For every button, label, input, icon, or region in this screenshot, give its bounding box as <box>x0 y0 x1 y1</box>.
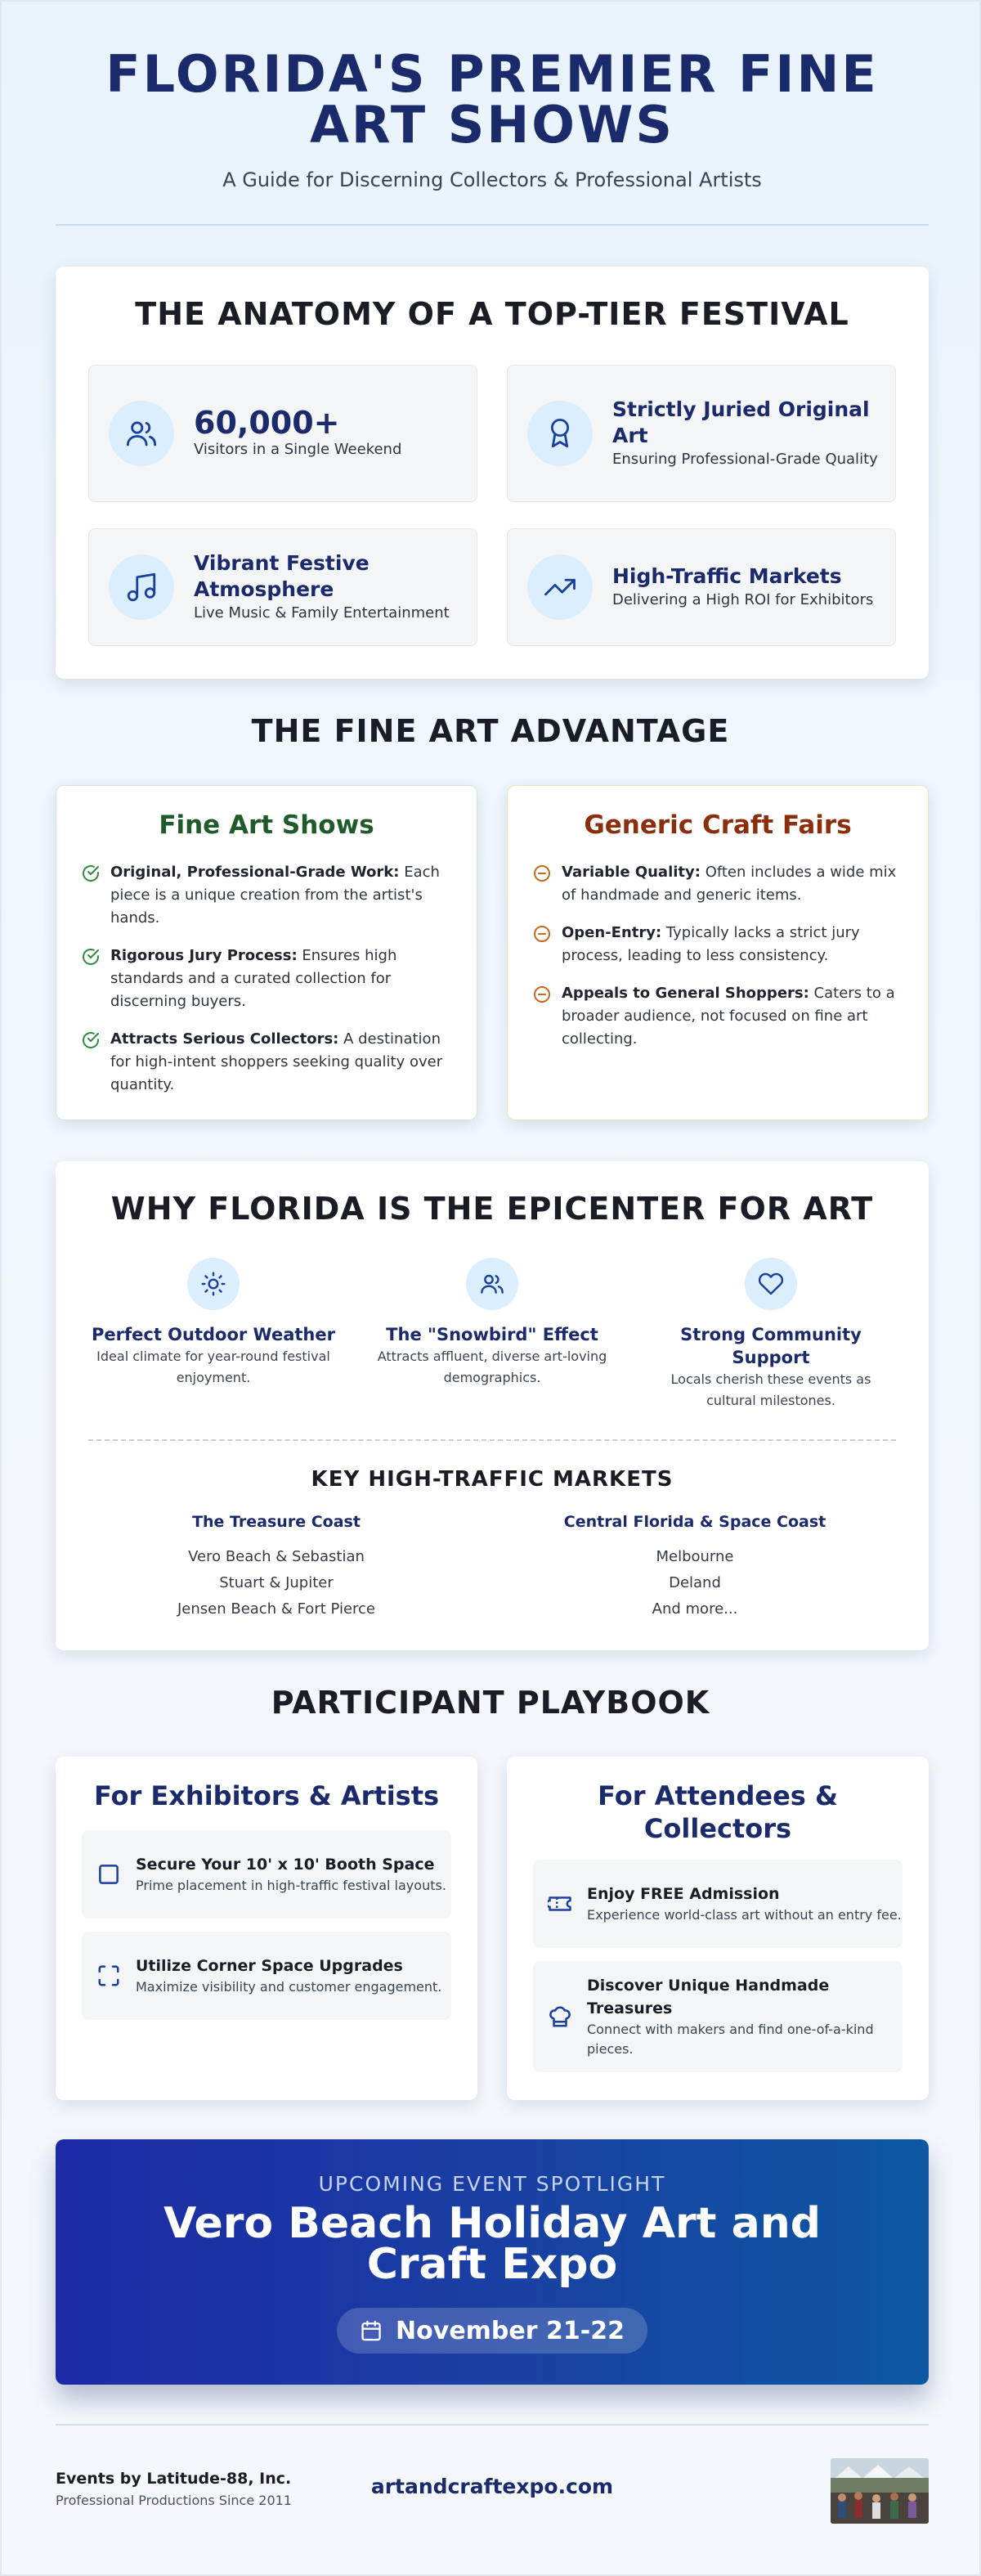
item-text: Caters to a broader audience, not focused on fine art collecting. <box>562 985 895 1048</box>
craft-fair-card <box>507 785 929 1120</box>
fine-art-list <box>81 861 452 1111</box>
stat-subtext: Ensuring Professional-Grade Quality <box>612 451 878 468</box>
reason-heading: The "Snowbird" Effect <box>386 1325 598 1344</box>
market-item: Vero Beach & Sebastian <box>188 1548 365 1565</box>
page-subtitle: A Guide for Discerning Collectors & Professional Artists <box>222 168 762 191</box>
market-item: Deland <box>669 1574 721 1591</box>
reason-subtext: Ideal climate for year-round festival enjoyment. <box>96 1349 330 1385</box>
item-bold: Open-Entry: <box>562 924 662 941</box>
attendees-title: For Attendees & Collectors <box>598 1780 838 1844</box>
exhibitors-title: For Exhibitors & Artists <box>93 1780 440 1811</box>
markets-title: KEY HIGH-TRAFFIC MARKETS <box>311 1467 674 1492</box>
corners-icon <box>96 1963 121 1988</box>
footer-divider <box>56 2424 929 2426</box>
market-heading: Central Florida & Space Coast <box>563 1513 826 1531</box>
reason-subtext: Locals cherish these events as cultural milestones. <box>670 1371 871 1408</box>
item-subtext: Experience world-class art without an entry fee. <box>587 1907 902 1923</box>
why-florida-title: WHY FLORIDA IS THE EPICENTER FOR ART <box>110 1191 874 1227</box>
item-subtext: Maximize visibility and customer engagement. <box>136 1979 442 1995</box>
users-icon <box>466 1258 518 1310</box>
reason-community <box>636 1258 906 1411</box>
event-spotlight <box>56 2139 929 2385</box>
stat-markets <box>507 528 896 646</box>
fine-art-title: Fine Art Shows <box>159 810 374 840</box>
market-item: Stuart & Jupiter <box>219 1574 334 1591</box>
item-heading: Discover Unique Handmade Treasures <box>587 1977 830 2017</box>
spotlight-date: November 21-22 <box>396 2316 625 2345</box>
item-bold: Appeals to General Shoppers: <box>562 985 809 1002</box>
reason-weather <box>78 1258 348 1389</box>
fine-art-card <box>56 785 477 1120</box>
item-bold: Rigorous Jury Process: <box>110 947 298 964</box>
stat-juried <box>507 365 896 502</box>
playbook-item <box>533 1961 903 2072</box>
item-text: Ensures high standards and a curated collection for discerning buyers. <box>110 947 397 1010</box>
page-title: FLORIDA'S PREMIER FINE ART SHOWS <box>105 44 879 155</box>
playbook-item <box>82 1830 451 1919</box>
stat-subtext: Visitors in a Single Weekend <box>194 441 402 458</box>
header-divider <box>56 224 929 226</box>
minus-circle-icon <box>532 985 552 1004</box>
spotlight-title: Vero Beach Holiday Art and Craft Expo <box>164 2199 821 2289</box>
item-text: A destination for high-intent shoppers seeking quality over quantity. <box>110 1030 443 1093</box>
item-heading: Utilize Corner Space Upgrades <box>136 1957 403 1975</box>
anatomy-card <box>56 267 929 679</box>
why-florida-card <box>56 1161 929 1650</box>
advantage-title: THE FINE ART ADVANTAGE <box>251 713 730 749</box>
stat-heading: Vibrant Festive Atmosphere <box>194 551 370 601</box>
check-circle-icon <box>81 864 101 883</box>
stat-visitors <box>88 365 477 502</box>
reason-heading: Perfect Outdoor Weather <box>92 1325 335 1344</box>
company-name: Events by Latitude-88, Inc. <box>56 2470 292 2488</box>
heart-icon <box>745 1258 797 1310</box>
item-subtext: Connect with makers and find one-of-a-kind pieces. <box>587 2022 874 2057</box>
item-text: Typically lacks a strict jury process, leading to less consistency. <box>562 924 860 964</box>
list-item <box>81 861 452 930</box>
market-item: Jensen Beach & Fort Pierce <box>177 1600 376 1618</box>
header <box>56 44 929 191</box>
check-circle-icon <box>81 947 101 967</box>
stat-heading: High-Traffic Markets <box>612 564 842 588</box>
stat-subtext: Delivering a High ROI for Exhibitors <box>612 591 874 608</box>
playbook-item <box>82 1932 451 2020</box>
item-text: Each piece is a unique creation from the artist's hands. <box>110 864 440 927</box>
craft-fair-list <box>532 861 903 1066</box>
minus-circle-icon <box>532 864 552 883</box>
market-heading: The Treasure Coast <box>192 1513 361 1531</box>
market-item: Melbourne <box>656 1548 734 1565</box>
stat-heading: 60,000+ <box>194 405 340 441</box>
reason-subtext: Attracts affluent, diverse art-loving demographics. <box>377 1349 607 1385</box>
music-icon <box>109 554 174 620</box>
minus-circle-icon <box>532 924 552 944</box>
playbook-title: PARTICIPANT PLAYBOOK <box>271 1685 710 1721</box>
event-photo <box>831 2458 929 2524</box>
item-text: Often includes a wide mix of handmade and generic items. <box>562 864 897 904</box>
trending-up-icon <box>527 554 593 620</box>
website-link[interactable]: artandcraftexpo.com <box>370 2475 614 2498</box>
square-icon <box>96 1862 121 1887</box>
item-heading: Secure Your 10' x 10' Booth Space <box>136 1856 435 1874</box>
list-item <box>81 945 452 1013</box>
item-bold: Original, Professional-Grade Work: <box>110 864 400 881</box>
attendees-card <box>507 1757 929 2100</box>
dashed-divider <box>88 1439 896 1441</box>
anatomy-title: THE ANATOMY OF A TOP-TIER FESTIVAL <box>135 296 849 332</box>
spotlight-date-pill <box>337 2308 647 2354</box>
playbook-item <box>533 1860 903 1948</box>
reason-snowbird <box>357 1258 627 1389</box>
sun-icon <box>187 1258 240 1310</box>
stat-atmosphere <box>88 528 477 646</box>
item-heading: Enjoy FREE Admission <box>587 1885 780 1903</box>
exhibitors-card <box>56 1757 477 2100</box>
ticket-icon <box>548 1892 572 1916</box>
market-central-florida <box>531 1513 858 1622</box>
award-icon <box>527 401 593 466</box>
stat-heading: Strictly Juried Original Art <box>612 397 870 447</box>
item-subtext: Prime placement in high-traffic festival layouts. <box>136 1878 446 1893</box>
market-treasure-coast <box>113 1513 440 1622</box>
users-icon <box>109 401 174 466</box>
item-bold: Variable Quality: <box>562 864 701 881</box>
craft-fair-title: Generic Craft Fairs <box>584 810 852 840</box>
stat-subtext: Live Music & Family Entertainment <box>194 604 450 622</box>
list-item <box>81 1028 452 1097</box>
check-circle-icon <box>81 1030 101 1050</box>
company-since: Professional Productions Since 2011 <box>56 2493 292 2508</box>
spotlight-label: UPCOMING EVENT SPOTLIGHT <box>318 2172 666 2196</box>
list-item <box>532 922 903 967</box>
calendar-icon <box>360 2319 383 2342</box>
item-bold: Attracts Serious Collectors: <box>110 1030 339 1048</box>
chef-hat-icon <box>548 2004 572 2029</box>
list-item <box>532 982 903 1051</box>
reason-heading: Strong Community Support <box>680 1325 862 1367</box>
market-item: And more... <box>652 1600 738 1618</box>
list-item <box>532 861 903 907</box>
